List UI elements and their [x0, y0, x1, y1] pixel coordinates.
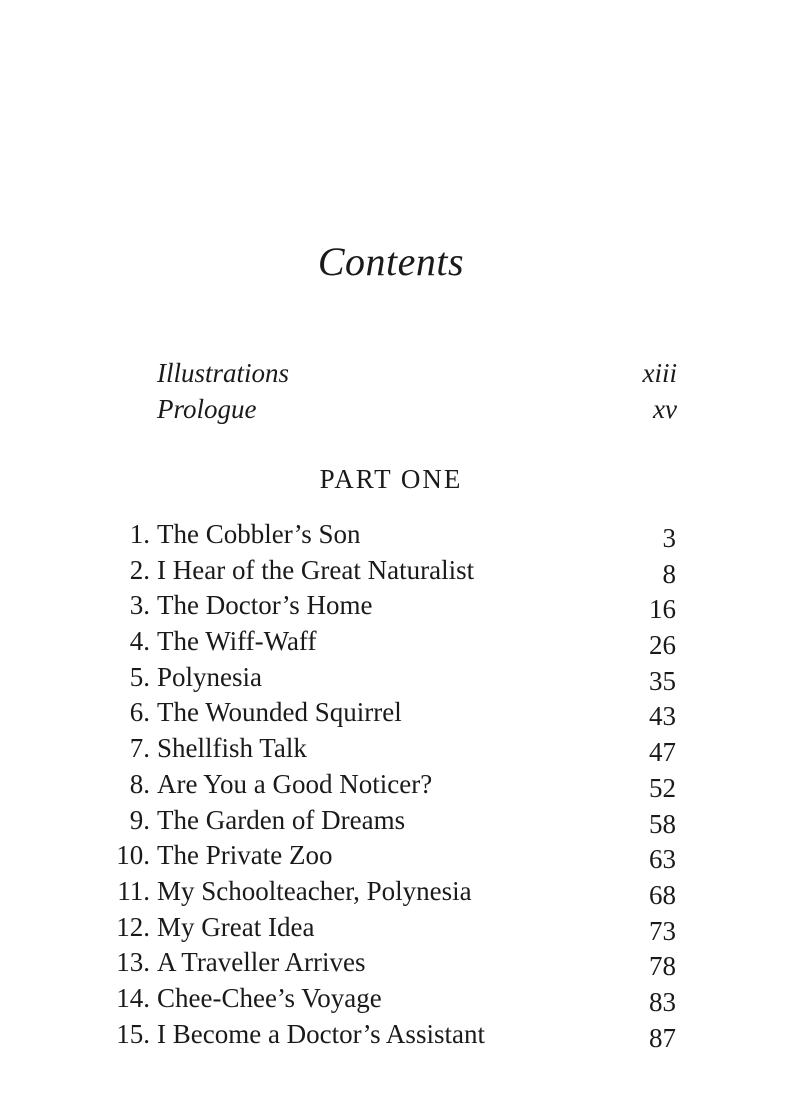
chapter-page: 26: [649, 630, 676, 661]
chapter-number: 3.: [129, 590, 150, 621]
chapter-number: 1.: [129, 519, 150, 549]
chapter-number: 4.: [129, 626, 150, 657]
chapter-number: 5.: [129, 661, 150, 692]
front-matter-label: Prologue: [157, 394, 257, 424]
front-matter-illustrations[interactable]: [157, 358, 677, 392]
chapter-page: 87: [649, 1022, 676, 1053]
chapter-row[interactable]: [0, 626, 805, 662]
chapter-row[interactable]: [0, 590, 805, 626]
chapter-title: My Schoolteacher, Polynesia: [157, 875, 472, 906]
chapter-number: 2.: [129, 554, 150, 585]
chapter-page: 78: [649, 951, 676, 982]
chapter-number: 12.: [116, 911, 150, 942]
chapter-title: I Become a Doctor’s Assistant: [157, 1018, 485, 1049]
chapter-row[interactable]: [0, 1019, 805, 1055]
chapter-row[interactable]: [0, 519, 805, 555]
chapter-page: 58: [649, 808, 676, 839]
chapter-page: 8: [662, 558, 676, 589]
front-matter-page: xv: [653, 394, 677, 424]
chapter-title: A Traveller Arrives: [157, 947, 366, 978]
chapter-row[interactable]: [0, 983, 805, 1019]
chapter-row[interactable]: [0, 805, 805, 841]
chapter-number: 11.: [117, 875, 150, 906]
chapter-title: The Private Zoo: [157, 840, 333, 871]
chapter-page: 63: [649, 844, 676, 875]
chapter-row[interactable]: [0, 733, 805, 769]
chapter-page: 68: [649, 879, 676, 910]
chapter-page: 3: [662, 523, 676, 553]
chapter-number: 9.: [129, 804, 150, 835]
chapter-list: [0, 519, 805, 1054]
front-matter-prologue[interactable]: [157, 394, 677, 428]
chapter-page: 35: [649, 665, 676, 696]
chapter-number: 13.: [116, 947, 150, 978]
chapter-title: The Wiff-Waff: [157, 626, 317, 657]
page-title: Contents: [317, 239, 465, 284]
chapter-number: 14.: [116, 982, 150, 1013]
chapter-number: 10.: [116, 840, 150, 871]
chapter-number: 7.: [129, 733, 150, 764]
chapter-number: 6.: [129, 697, 150, 728]
chapter-page: 73: [649, 915, 676, 946]
chapter-page: 47: [649, 737, 676, 768]
front-matter-label: Illustrations: [157, 358, 290, 388]
chapter-title: Polynesia: [157, 661, 262, 692]
part-heading: PART ONE: [319, 464, 463, 494]
chapter-title: Are You a Good Noticer?: [157, 768, 433, 799]
chapter-row[interactable]: [0, 555, 805, 591]
chapter-row[interactable]: [0, 662, 805, 698]
chapter-row[interactable]: [0, 912, 805, 948]
chapter-title: The Garden of Dreams: [157, 804, 406, 835]
chapter-page: 52: [649, 772, 676, 803]
chapter-row[interactable]: [0, 876, 805, 912]
chapter-title: Chee-Chee’s Voyage: [157, 982, 382, 1013]
chapter-page: 43: [649, 701, 676, 732]
chapter-title: My Great Idea: [157, 911, 315, 942]
chapter-title: Shellfish Talk: [157, 733, 307, 764]
chapter-row[interactable]: [0, 769, 805, 805]
chapter-row[interactable]: [0, 840, 805, 876]
chapter-title: The Cobbler’s Son: [157, 519, 361, 549]
front-matter-page: xiii: [642, 358, 677, 388]
chapter-title: I Hear of the Great Naturalist: [157, 554, 475, 585]
chapter-page: 83: [649, 986, 676, 1017]
chapter-row[interactable]: [0, 697, 805, 733]
chapter-number: 8.: [129, 768, 150, 799]
chapter-row[interactable]: [0, 947, 805, 983]
chapter-title: The Doctor’s Home: [157, 590, 373, 621]
chapter-number: 15.: [116, 1018, 150, 1049]
chapter-title: The Wounded Squirrel: [157, 697, 402, 728]
chapter-page: 16: [649, 594, 676, 625]
